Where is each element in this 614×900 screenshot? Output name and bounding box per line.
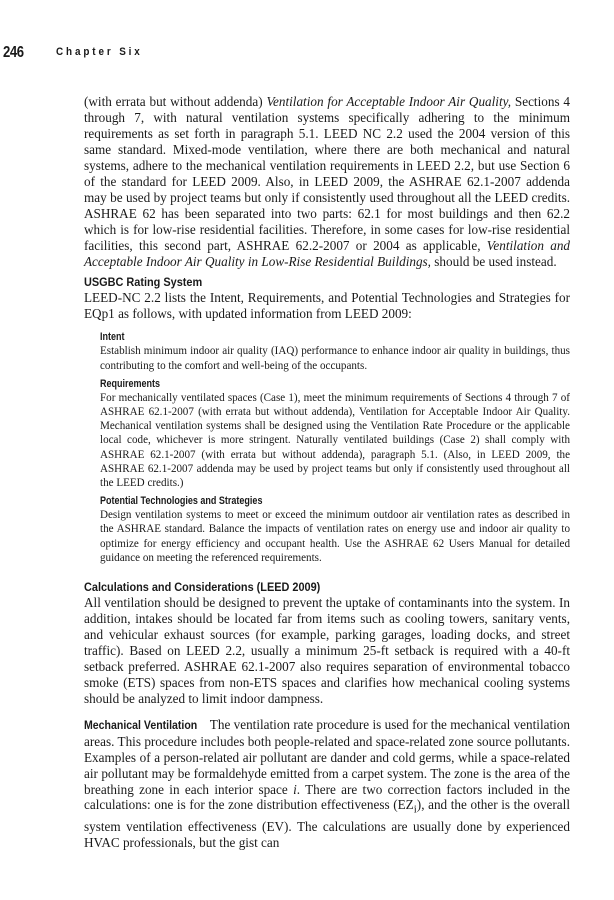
credit-extract — [100, 330, 570, 565]
requirements-text: For mechanically ventilated spaces (Case 1), meet the minimum requirements of Sections 4 through 7 of ASHRAE 62.1-2007 (with errata but without addenda), Ventilation for Acceptable Indoor Air Quality. Mechanical ventilation systems shall be designed using the Ventilation Rate Procedure or the applicable local code, whichever is more stringent. Naturally ventilated buildings (Case 2) shall comply with ASHRAE 62.1-2007 (with errata but without addenda), paragraph 5.1. (Also, in LEED 2009, the ASHRAE 62.1-2007 addenda may be used by project teams but only if consistently used throughout all the LEED credits.) — [100, 391, 570, 490]
running-head — [3, 44, 143, 62]
intent-heading: Intent — [100, 331, 125, 344]
rating-system-paragraph: LEED-NC 2.2 lists the Intent, Requirements, and Potential Technologies and Strategies for EQp1 as follows, with updated information from LEED 2009: — [84, 290, 570, 322]
body-text — [84, 94, 570, 851]
calculations-paragraph: All ventilation should be designed to prevent the uptake of contaminants into the system. In addition, intakes should be located far from items such as cooling towers, sanitary vents, and vehicular exhaust sources (for example, parking garages, loading docks, and street traffic). Based on LEED 2.2, usually a minimum 25-ft setback is required with a 40-ft setback preferred. ASHRAE 62.1-2007 also requires separation of environmental tobacco smoke (ETS) spaces from non-ETS spaces and clarifies how mechanical cooling systems should be analyzed to limit indoor dampness. — [84, 595, 570, 706]
intro-paragraph: (with errata but without addenda) Ventilation for Acceptable Indoor Air Quality, Sections 4 through 7, with natural ventilation systems specifically adhering to the minimum requirements as set forth in paragraph 5.1. LEED NC 2.2 used the 2004 version of this same standard. Mixed-mode ventilation, where there are both mechanical and natural systems, adhere to the mechanical ventilation requirements in LEED 2.2, but use Section 6 of the standard for LEED 2009. Also, in LEED 2009, the ASHRAE 62.1-2007 addenda may be used by project teams but only if consistently used throughout all the LEED credits. ASHRAE 62 has been separated into two parts: 62.1 for most buildings and then 62.2 which is for low-rise residential facilities. Therefore, in some cases for low-rise residential facilities, this second part, ASHRAE 62.2-2007 or 2004 as applicable, Ventilation and Acceptable Indoor Air Quality in Low-Rise Residential Buildings, should be used instead. — [84, 94, 571, 269]
requirements-heading: Requirements — [100, 377, 161, 390]
strategies-text: Design ventilation systems to meet or exceed the minimum outdoor air ventilation rates as described in the ASHRAE standard. Balance the impacts of ventilation rates on energy use and indoor air quality to optimize for energy efficiency and occupant health. Use the ASHRAE 62 Users Manual for detailed guidance on meeting the referenced requirements. — [100, 509, 570, 564]
mechanical-ventilation-heading: Mechanical Ventilation — [84, 717, 198, 732]
chapter-label: Chapter Six — [56, 46, 143, 58]
mechanical-ventilation-paragraph: Mechanical Ventilation The ventilation rate procedure is used for the mechanical ventilation areas. This procedure includes both people-related and space-related zone source pollutants. Examples of a person-related air pollutant are dander and cold germs, while a space-related air pollutant may be formaldehyde emitted from a carpet system. The zone is the area of the breathing zone in each interior space i. There are two correction factors included in the calculations: one is for the zone distribution effectiveness $(EZ_i)$, and the other is the overall system ventilation effectiveness (EV). The calculations are usually done by experienced HVAC professionals, but the gist can — [84, 716, 570, 851]
strategies-heading: Potential Technologies and Strategies — [100, 495, 263, 508]
intent-text: Establish minimum indoor air quality (IAQ) performance to enhance indoor air quality in buildings, thus contributing to the comfort and well-being of the occupants. — [100, 345, 570, 372]
section-heading-calculations: Calculations and Considerations (LEED 2009) — [84, 580, 321, 595]
section-heading-rating-system: USGBC Rating System — [84, 275, 203, 290]
page-number: 246 — [3, 44, 24, 61]
